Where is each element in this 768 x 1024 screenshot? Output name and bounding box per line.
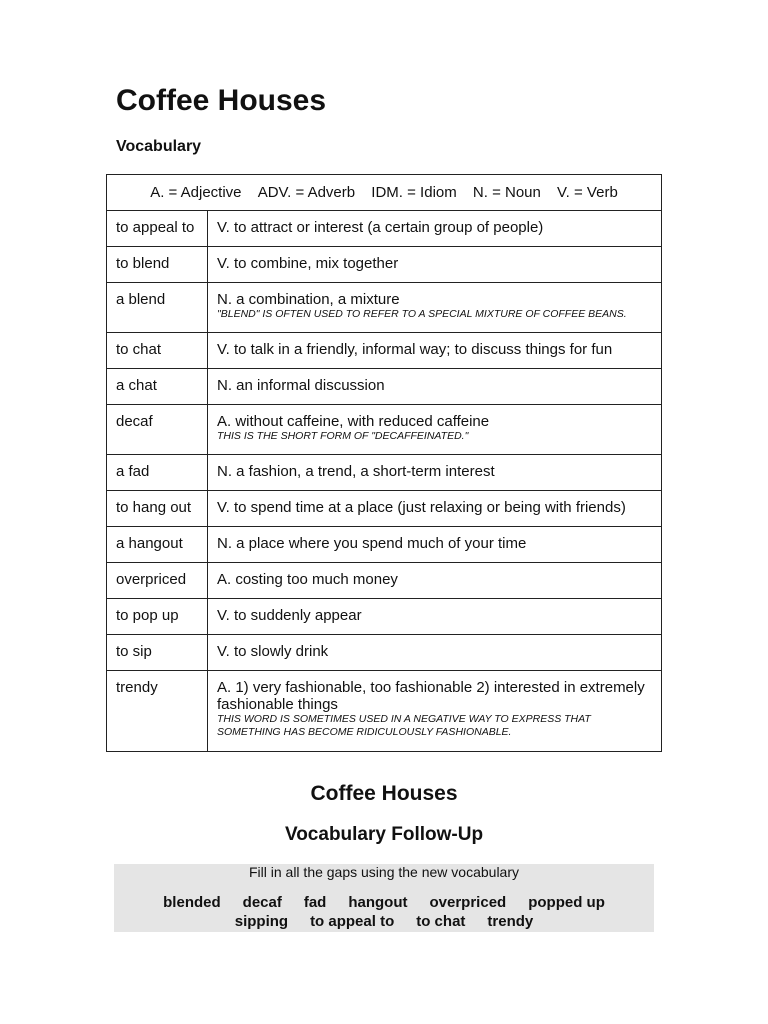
followup-heading: Coffee Houses [310,782,458,805]
vocab-term: a chat [107,369,208,405]
vocab-definition-cell [208,211,662,247]
word-bank-word: sipping [234,913,289,930]
word-bank-word: popped up [528,894,605,911]
word-bank-instruction: Fill in all the gaps using the new vocabulary [248,864,520,880]
legend-idiom: IDM. = Idiom [371,184,457,201]
word-bank-word: to chat [416,913,466,930]
word-bank-word: fad [303,894,327,911]
vocab-term: overpriced [107,563,208,599]
vocab-definition: A. 1) very fashionable, too fashionable 2) interested in extremely fashionable things [217,679,645,713]
word-bank-line-1 [114,893,654,912]
legend-noun: N. = Noun [472,184,541,201]
vocab-definition-cell [208,455,662,491]
vocab-note: THIS WORD IS SOMETIMES USED IN A NEGATIVE WAY TO EXPRESS THAT SOMETHING HAS BECOME RIDICULOUSLY FASHIONABLE. [217,713,591,738]
legend-adjective: A. = Adjective [150,184,242,201]
vocab-term: to hang out [107,491,208,527]
legend-verb: V. = Verb [557,184,618,201]
vocab-row [107,671,662,752]
vocab-row [107,635,662,671]
vocab-definition: A. without caffeine, with reduced caffeine [217,413,490,430]
vocab-row [107,599,662,635]
vocab-definition: V. to spend time at a place (just relaxing or being with friends) [217,499,626,516]
vocab-definition-cell [208,635,662,671]
vocab-definition: V. to slowly drink [217,643,329,660]
vocab-definition: V. to combine, mix together [217,255,399,272]
vocab-definition: N. a place where you spend much of your time [217,535,527,552]
vocab-row [107,211,662,247]
legend-adverb: ADV. = Adverb [257,184,356,201]
vocab-term: trendy [107,671,208,752]
word-bank-word: hangout [348,894,408,911]
vocab-definition-cell [208,671,662,752]
vocab-row [107,527,662,563]
word-bank-word: blended [163,894,221,911]
vocab-definition: V. to suddenly appear [217,607,362,624]
legend-row [107,175,662,211]
vocab-definition: N. an informal discussion [217,377,385,394]
vocab-definition: N. a fashion, a trend, a short-term interest [217,463,495,480]
vocab-definition: N. a combination, a mixture [217,291,400,308]
word-bank-word: decaf [242,894,282,911]
vocab-term: to pop up [107,599,208,635]
section-title-vocabulary: Vocabulary [116,138,202,155]
vocab-definition-cell [208,283,662,333]
followup-subheading: Vocabulary Follow-Up [284,824,484,845]
vocab-definition-cell [208,527,662,563]
vocab-definition: V. to attract or interest (a certain group of people) [217,219,544,236]
legend-cell [107,175,662,211]
vocab-note: THIS IS THE SHORT FORM OF "DECAFFEINATED." [217,430,469,442]
vocab-definition-cell [208,491,662,527]
word-bank [114,864,654,932]
vocab-term: decaf [107,405,208,455]
vocab-definition-cell [208,405,662,455]
vocab-term: to appeal to [107,211,208,247]
page-title: Coffee Houses [116,84,327,117]
vocab-term: to blend [107,247,208,283]
word-bank-word: to appeal to [310,913,395,930]
word-bank-word: overpriced [429,894,507,911]
vocab-definition-cell [208,369,662,405]
vocab-row [107,333,662,369]
vocab-row [107,491,662,527]
vocabulary-table [106,174,662,752]
word-bank-words [114,893,654,931]
vocab-row [107,455,662,491]
vocab-definition-cell [208,247,662,283]
vocab-row [107,247,662,283]
vocab-term: a blend [107,283,208,333]
vocab-row [107,369,662,405]
vocab-definition: A. costing too much money [217,571,398,588]
vocab-definition-cell [208,333,662,369]
vocab-term: to sip [107,635,208,671]
vocab-definition: V. to talk in a friendly, informal way; to discuss things for fun [217,341,613,358]
vocab-definition-cell [208,599,662,635]
vocab-note: "BLEND" IS OFTEN USED TO REFER TO A SPECIAL MIXTURE OF COFFEE BEANS. [217,308,627,320]
vocab-term: a hangout [107,527,208,563]
word-bank-word: trendy [487,913,534,930]
vocab-row [107,283,662,333]
vocab-row [107,405,662,455]
vocab-definition-cell [208,563,662,599]
vocab-row [107,563,662,599]
vocab-term: a fad [107,455,208,491]
vocab-term: to chat [107,333,208,369]
word-bank-line-2 [114,912,654,931]
